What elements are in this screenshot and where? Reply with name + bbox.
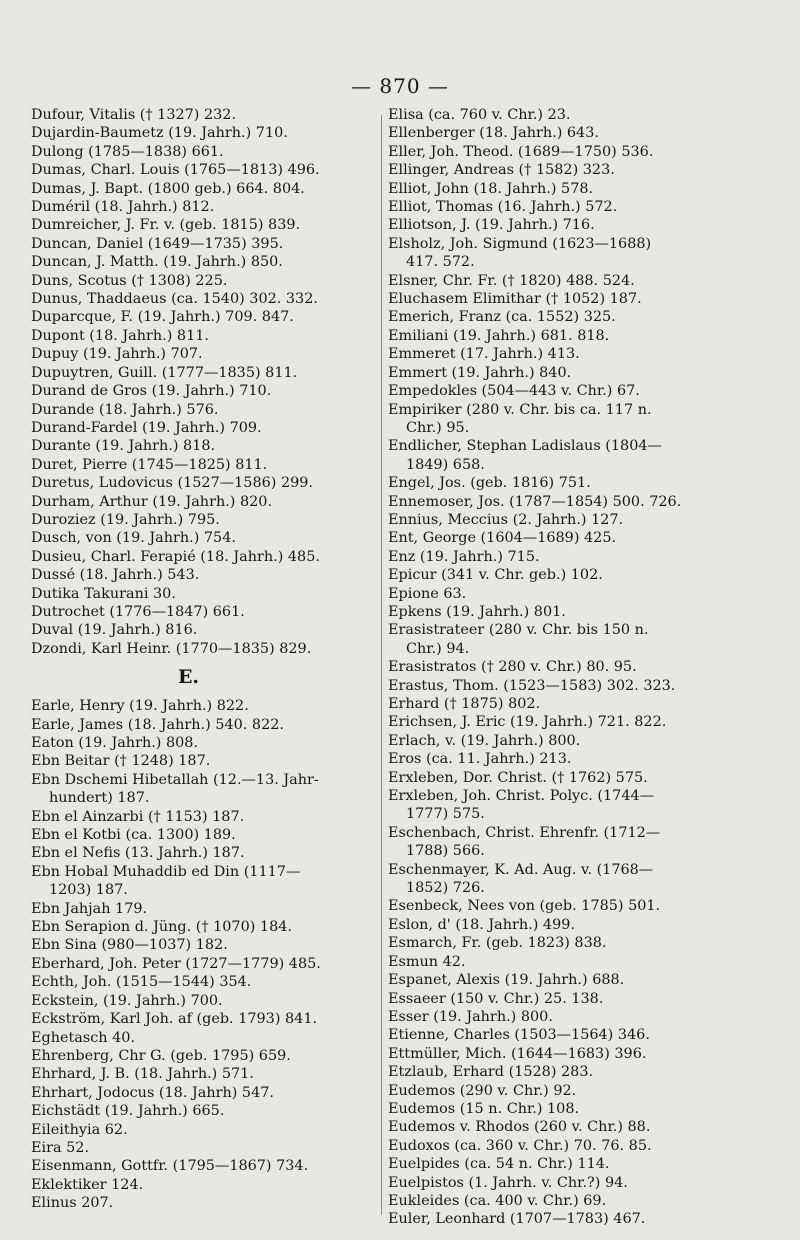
- index-entry: [388, 621, 780, 658]
- index-entry: [388, 861, 780, 898]
- index-entry: [31, 493, 376, 511]
- index-entry-continuation: hundert) 187.: [49, 790, 150, 807]
- index-entry-text: Duncan, J. Matth. (19. Jahrh.) 850.: [31, 254, 283, 271]
- index-entry: [388, 769, 780, 787]
- index-entry-text: Emerich, Franz (ca. 1552) 325.: [388, 309, 616, 326]
- index-entry: [388, 732, 780, 750]
- index-entry: [31, 936, 376, 954]
- index-entry: [31, 253, 376, 271]
- index-entry-text: Ennemoser, Jos. (1787—1854) 500. 726.: [388, 493, 682, 510]
- index-entry: [388, 401, 780, 438]
- index-entry: [31, 382, 376, 400]
- index-entry: [388, 990, 780, 1008]
- index-entry-text: Eira 52.: [31, 1139, 90, 1156]
- index-entry: [388, 1045, 780, 1063]
- index-entry-text: Ebn el Nefis (13. Jahrh.) 187.: [31, 845, 245, 862]
- index-entry: [31, 272, 376, 290]
- index-entry: [388, 1082, 780, 1100]
- index-entry-continuation: 1788) 566.: [406, 843, 485, 860]
- index-entry: [388, 916, 780, 934]
- index-entry: [388, 1155, 780, 1173]
- index-entry-text: Ebn Serapion d. Jüng. († 1070) 184.: [31, 919, 292, 936]
- index-entry-text: Ebn Dschemi Hibetallah (12.—13. Jahr-: [31, 771, 319, 788]
- index-entry-text: Eluchasem Elimithar († 1052) 187.: [388, 291, 642, 308]
- index-entry-text: Dulong (1785—1838) 661.: [31, 143, 224, 160]
- index-entry-continuation: 1203) 187.: [49, 882, 128, 899]
- index-entry-text: Earle, Henry (19. Jahrh.) 822.: [31, 698, 249, 715]
- index-entry: [388, 713, 780, 731]
- index-entry: [31, 1176, 376, 1194]
- index-entry-text: Dupuy (19. Jahrh.) 707.: [31, 346, 203, 363]
- index-entry: [31, 474, 376, 492]
- index-entry: [31, 566, 376, 584]
- index-entry-text: Erxleben, Joh. Christ. Polyc. (1744—: [388, 788, 655, 805]
- index-entry-text: Elisa (ca. 760 v. Chr.) 23.: [388, 107, 571, 123]
- index-entry-text: Epicur (341 v. Chr. geb.) 102.: [388, 567, 603, 584]
- index-entry-text: Dusch, von (19. Jahrh.) 754.: [31, 530, 236, 547]
- index-entry: [388, 1100, 780, 1118]
- index-entry: [31, 863, 376, 900]
- index-entry-text: Dumreicher, J. Fr. v. (geb. 1815) 839.: [31, 217, 301, 234]
- index-entry-text: Etienne, Charles (1503—1564) 346.: [388, 1027, 650, 1044]
- index-entry: [31, 456, 376, 474]
- index-entry: [388, 529, 780, 547]
- index-entry: [388, 824, 780, 861]
- index-entry-text: Empedokles (504—443 v. Chr.) 67.: [388, 383, 640, 400]
- index-entry: [31, 143, 376, 161]
- index-entry: [388, 290, 780, 308]
- index-entry-text: Dzondi, Karl Heinr. (1770—1835) 829.: [31, 640, 312, 657]
- index-entry-text: Dusieu, Charl. Ferapié (18. Jahrh.) 485.: [31, 548, 320, 565]
- index-entry: [388, 437, 780, 474]
- index-entry-text: Dumas, Charl. Louis (1765—1813) 496.: [31, 162, 320, 179]
- index-entry: [388, 308, 780, 326]
- index-entry: [388, 695, 780, 713]
- index-entry: [31, 1102, 376, 1120]
- index-entry: [31, 327, 376, 345]
- index-entry-text: Duns, Scotus († 1308) 225.: [31, 272, 228, 289]
- index-entry: [388, 1063, 780, 1081]
- index-entry-text: Eichstädt (19. Jahrh.) 665.: [31, 1103, 225, 1120]
- index-entry-text: Erasistratos († 280 v. Chr.) 80. 95.: [388, 659, 637, 676]
- right-column: [388, 106, 780, 1229]
- index-entry: [388, 934, 780, 952]
- index-entry-continuation: 417. 572.: [406, 254, 475, 271]
- index-entry-text: Duretus, Ludovicus (1527—1586) 299.: [31, 475, 313, 492]
- index-entry-text: Dussé (18. Jahrh.) 543.: [31, 567, 200, 584]
- index-entry-text: Duroziez (19. Jahrh.) 795.: [31, 511, 220, 528]
- index-entry-text: Duparcque, F. (19. Jahrh.) 709. 847.: [31, 309, 294, 326]
- index-entry-text: Emmert (19. Jahrh.) 840.: [388, 364, 572, 381]
- index-entry-text: Echth, Joh. (1515—1544) 354.: [31, 974, 252, 991]
- index-entry-text: Elliot, John (18. Jahrh.) 578.: [388, 180, 594, 197]
- index-entry: [31, 180, 376, 198]
- index-entry: [31, 900, 376, 918]
- index-entry: [31, 716, 376, 734]
- index-entry: [388, 364, 780, 382]
- index-entry-text: Eklektiker 124.: [31, 1176, 144, 1193]
- index-entry-text: Ebn el Kotbi (ca. 1300) 189.: [31, 827, 236, 844]
- index-entry: [388, 493, 780, 511]
- index-entry-text: Eros (ca. 11. Jahrh.) 213.: [388, 751, 572, 768]
- index-entry: [388, 603, 780, 621]
- index-entry-text: Ehrenberg, Chr G. (geb. 1795) 659.: [31, 1047, 291, 1064]
- index-entry-text: Ellenberger (18. Jahrh.) 643.: [388, 125, 599, 142]
- index-entry: [31, 1157, 376, 1175]
- index-entry: [31, 808, 376, 826]
- index-entry: [31, 1065, 376, 1083]
- index-entry-text: Esmarch, Fr. (geb. 1823) 838.: [388, 935, 607, 952]
- index-entry: [31, 437, 376, 455]
- index-entry: [31, 973, 376, 991]
- index-entry: [31, 585, 376, 603]
- index-entry-text: Enz (19. Jahrh.) 715.: [388, 548, 540, 565]
- index-entry: [31, 364, 376, 382]
- index-entry-text: Ettmüller, Mich. (1644—1683) 396.: [388, 1045, 647, 1062]
- index-entry-text: Ebn Jahjah 179.: [31, 900, 148, 917]
- index-entry-text: Ehrhart, Jodocus (18. Jahrh) 547.: [31, 1084, 274, 1101]
- index-entry-text: Durande (18. Jahrh.) 576.: [31, 401, 219, 418]
- index-entry-text: Ehrhard, J. B. (18. Jahrh.) 571.: [31, 1066, 254, 1083]
- section-heading: E.: [177, 666, 200, 689]
- index-entry-text: Essaeer (150 v. Chr.) 25. 138.: [388, 990, 604, 1007]
- index-entry: [31, 603, 376, 621]
- index-entry: [31, 992, 376, 1010]
- index-entry-text: Erxleben, Dor. Christ. († 1762) 575.: [388, 769, 648, 786]
- index-entry: [388, 143, 780, 161]
- entry-list-e: [31, 697, 376, 1212]
- index-entry-text: Espanet, Alexis (19. Jahrh.) 688.: [388, 972, 625, 989]
- index-entry: [31, 235, 376, 253]
- index-entry-text: Esser (19. Jahrh.) 800.: [388, 1008, 553, 1025]
- index-entry-text: Elinus 207.: [31, 1195, 114, 1212]
- index-entry-text: Erlach, v. (19. Jahrh.) 800.: [388, 732, 581, 749]
- index-entry-text: Etzlaub, Erhard (1528) 283.: [388, 1064, 594, 1081]
- index-entry-continuation: 1852) 726.: [406, 880, 485, 897]
- index-entry: [388, 345, 780, 363]
- index-entry-continuation: Chr.) 94.: [406, 640, 470, 657]
- index-entry: [388, 272, 780, 290]
- index-entry: [388, 658, 780, 676]
- index-entry-text: Eukleides (ca. 400 v. Chr.) 69.: [388, 1192, 607, 1209]
- index-entry-text: Ellinger, Andreas († 1582) 323.: [388, 162, 615, 179]
- index-entry-text: Dutika Takurani 30.: [31, 585, 176, 602]
- index-entry: [31, 844, 376, 862]
- index-entry: [388, 787, 780, 824]
- index-entry: [31, 401, 376, 419]
- index-entry-text: Duval (19. Jahrh.) 816.: [31, 622, 198, 639]
- index-entry-text: Erasistrateer (280 v. Chr. bis 150 n.: [388, 622, 649, 639]
- index-entry-text: Empiriker (280 v. Chr. bis ca. 117 n.: [388, 401, 652, 418]
- index-entry: [31, 216, 376, 234]
- index-entry-text: Eudemos (15 n. Chr.) 108.: [388, 1100, 580, 1117]
- index-entry: [388, 971, 780, 989]
- index-entry-text: Elsholz, Joh. Sigmund (1623—1688): [388, 235, 652, 252]
- index-entry: [31, 1047, 376, 1065]
- index-entry: [31, 345, 376, 363]
- index-entry: [388, 106, 780, 124]
- index-entry-text: Eller, Joh. Theod. (1689—1750) 536.: [388, 143, 654, 160]
- index-entry: [388, 161, 780, 179]
- column-divider: [381, 115, 382, 1215]
- index-entry: [31, 308, 376, 326]
- index-entry-text: Eudemos v. Rhodos (260 v. Chr.) 88.: [388, 1119, 651, 1136]
- index-entry-text: Dumas, J. Bapt. (1800 geb.) 664. 804.: [31, 180, 305, 197]
- index-entry: [388, 1174, 780, 1192]
- index-entry-text: Esenbeck, Nees von (geb. 1785) 501.: [388, 898, 661, 915]
- index-entry: [31, 640, 376, 658]
- entry-list-d: [31, 106, 376, 658]
- index-entry-text: Dufour, Vitalis († 1327) 232.: [31, 107, 237, 123]
- index-entry-text: Earle, James (18. Jahrh.) 540. 822.: [31, 716, 284, 733]
- index-entry-text: Dujardin-Baumetz (19. Jahrh.) 710.: [31, 125, 288, 142]
- index-entry-text: Durand-Fardel (19. Jahrh.) 709.: [31, 419, 262, 436]
- index-entry: [388, 677, 780, 695]
- index-entry: [31, 1010, 376, 1028]
- index-entry: [31, 621, 376, 639]
- index-entry-continuation: 1849) 658.: [406, 456, 485, 473]
- index-entry: [31, 771, 376, 808]
- index-entry: [388, 585, 780, 603]
- index-entry: [388, 1137, 780, 1155]
- index-entry: [388, 124, 780, 142]
- index-entry-text: Durand de Gros (19. Jahrh.) 710.: [31, 383, 272, 400]
- index-entry: [31, 124, 376, 142]
- index-entry-text: Eberhard, Joh. Peter (1727—1779) 485.: [31, 955, 321, 972]
- index-entry: [31, 697, 376, 715]
- index-entry: [388, 382, 780, 400]
- left-column: [31, 106, 376, 1213]
- index-entry: [388, 1026, 780, 1044]
- index-entry-text: Eudemos (290 v. Chr.) 92.: [388, 1082, 577, 1099]
- index-entry-text: Erichsen, J. Eric (19. Jahrh.) 721. 822.: [388, 714, 667, 731]
- index-entry-text: Elsner, Chr. Fr. († 1820) 488. 524.: [388, 272, 635, 289]
- index-entry: [31, 161, 376, 179]
- index-entry-continuation: 1777) 575.: [406, 806, 485, 823]
- index-entry-text: Duméril (18. Jahrh.) 812.: [31, 199, 215, 216]
- index-entry-text: Ebn Beitar († 1248) 187.: [31, 753, 211, 770]
- index-entry: [31, 1121, 376, 1139]
- index-entry: [388, 1008, 780, 1026]
- index-entry-text: Elliotson, J. (19. Jahrh.) 716.: [388, 217, 595, 234]
- index-entry-text: Dutrochet (1776—1847) 661.: [31, 603, 245, 620]
- index-entry-text: Duret, Pierre (1745—1825) 811.: [31, 456, 268, 473]
- index-entry: [31, 529, 376, 547]
- index-entry: [388, 1118, 780, 1136]
- index-entry: [388, 511, 780, 529]
- index-entry: [31, 734, 376, 752]
- index-entry-text: Ebn el Ainzarbi († 1153) 187.: [31, 808, 245, 825]
- index-entry: [31, 419, 376, 437]
- index-entry-text: Ennius, Meccius (2. Jahrh.) 127.: [388, 511, 624, 528]
- index-entry: [31, 106, 376, 124]
- index-entry: [31, 511, 376, 529]
- index-entry-text: Dupont (18. Jahrh.) 811.: [31, 327, 209, 344]
- index-entry: [388, 1192, 780, 1210]
- page-number: — 870 —: [351, 74, 449, 98]
- index-entry-text: Ebn Hobal Muhaddib ed Din (1117—: [31, 863, 301, 880]
- index-entry-text: Duncan, Daniel (1649—1735) 395.: [31, 235, 284, 252]
- index-entry: [388, 750, 780, 768]
- index-entry-text: Eudoxos (ca. 360 v. Chr.) 70. 76. 85.: [388, 1137, 652, 1154]
- index-entry-text: Eslon, d' (18. Jahrh.) 499.: [388, 916, 575, 933]
- index-entry-text: Emmeret (17. Jahrh.) 413.: [388, 346, 580, 363]
- index-entry-text: Epkens (19. Jahrh.) 801.: [388, 603, 566, 620]
- index-entry-text: Eileithyia 62.: [31, 1121, 128, 1138]
- index-entry-text: Eschenmayer, K. Ad. Aug. v. (1768—: [388, 861, 654, 878]
- index-entry-text: Eisenmann, Gottfr. (1795—1867) 734.: [31, 1158, 309, 1175]
- index-entry-text: Eghetasch 40.: [31, 1029, 136, 1046]
- index-entry-text: Elliot, Thomas (16. Jahrh.) 572.: [388, 199, 618, 216]
- index-entry: [388, 216, 780, 234]
- index-entry: [31, 548, 376, 566]
- index-entry-text: Erastus, Thom. (1523—1583) 302. 323.: [388, 677, 676, 694]
- index-entry-text: Durham, Arthur (19. Jahrh.) 820.: [31, 493, 273, 510]
- index-entry-text: Euelpistos (1. Jahrh. v. Chr.?) 94.: [388, 1174, 628, 1191]
- index-entry: [31, 290, 376, 308]
- index-entry-text: Euler, Leonhard (1707—1783) 467.: [388, 1211, 646, 1228]
- index-entry: [388, 474, 780, 492]
- index-entry: [388, 1210, 780, 1228]
- index-entry: [31, 752, 376, 770]
- index-entry: [388, 198, 780, 216]
- index-entry: [31, 955, 376, 973]
- index-entry-text: Emiliani (19. Jahrh.) 681. 818.: [388, 327, 610, 344]
- index-entry: [31, 198, 376, 216]
- index-entry-text: Durante (19. Jahrh.) 818.: [31, 438, 216, 455]
- index-entry-text: Esmun 42.: [388, 953, 466, 970]
- index-entry: [388, 327, 780, 345]
- index-entry-text: Ebn Sina (980—1037) 182.: [31, 937, 228, 954]
- index-entry: [31, 1029, 376, 1047]
- index-entry-text: Eckstein, (19. Jahrh.) 700.: [31, 992, 223, 1009]
- index-entry: [388, 897, 780, 915]
- index-entry: [388, 953, 780, 971]
- index-entry: [31, 1194, 376, 1212]
- index-entry: [31, 1139, 376, 1157]
- index-entry-text: Eschenbach, Christ. Ehrenfr. (1712—: [388, 824, 661, 841]
- index-entry: [388, 235, 780, 272]
- index-entry-text: Dunus, Thaddaeus (ca. 1540) 302. 332.: [31, 291, 318, 308]
- index-entry: [388, 566, 780, 584]
- entry-list-right: [388, 106, 780, 1229]
- index-entry: [31, 918, 376, 936]
- index-entry-text: Erhard († 1875) 802.: [388, 696, 541, 712]
- index-entry-text: Eaton (19. Jahrh.) 808.: [31, 735, 199, 751]
- index-entry-text: Ent, George (1604—1689) 425.: [388, 530, 617, 547]
- index-entry-text: Euelpides (ca. 54 n. Chr.) 114.: [388, 1156, 610, 1173]
- index-entry-continuation: Chr.) 95.: [406, 419, 470, 436]
- index-entry-text: Dupuytren, Guill. (1777—1835) 811.: [31, 364, 298, 381]
- index-entry-text: Epione 63.: [388, 585, 467, 602]
- index-entry: [31, 826, 376, 844]
- index-entry: [388, 180, 780, 198]
- index-entry-text: Eckström, Karl Joh. af (geb. 1793) 841.: [31, 1011, 318, 1028]
- index-entry-text: Engel, Jos. (geb. 1816) 751.: [388, 475, 591, 492]
- index-entry: [388, 548, 780, 566]
- index-entry: [31, 1084, 376, 1102]
- index-entry-text: Endlicher, Stephan Ladislaus (1804—: [388, 438, 662, 455]
